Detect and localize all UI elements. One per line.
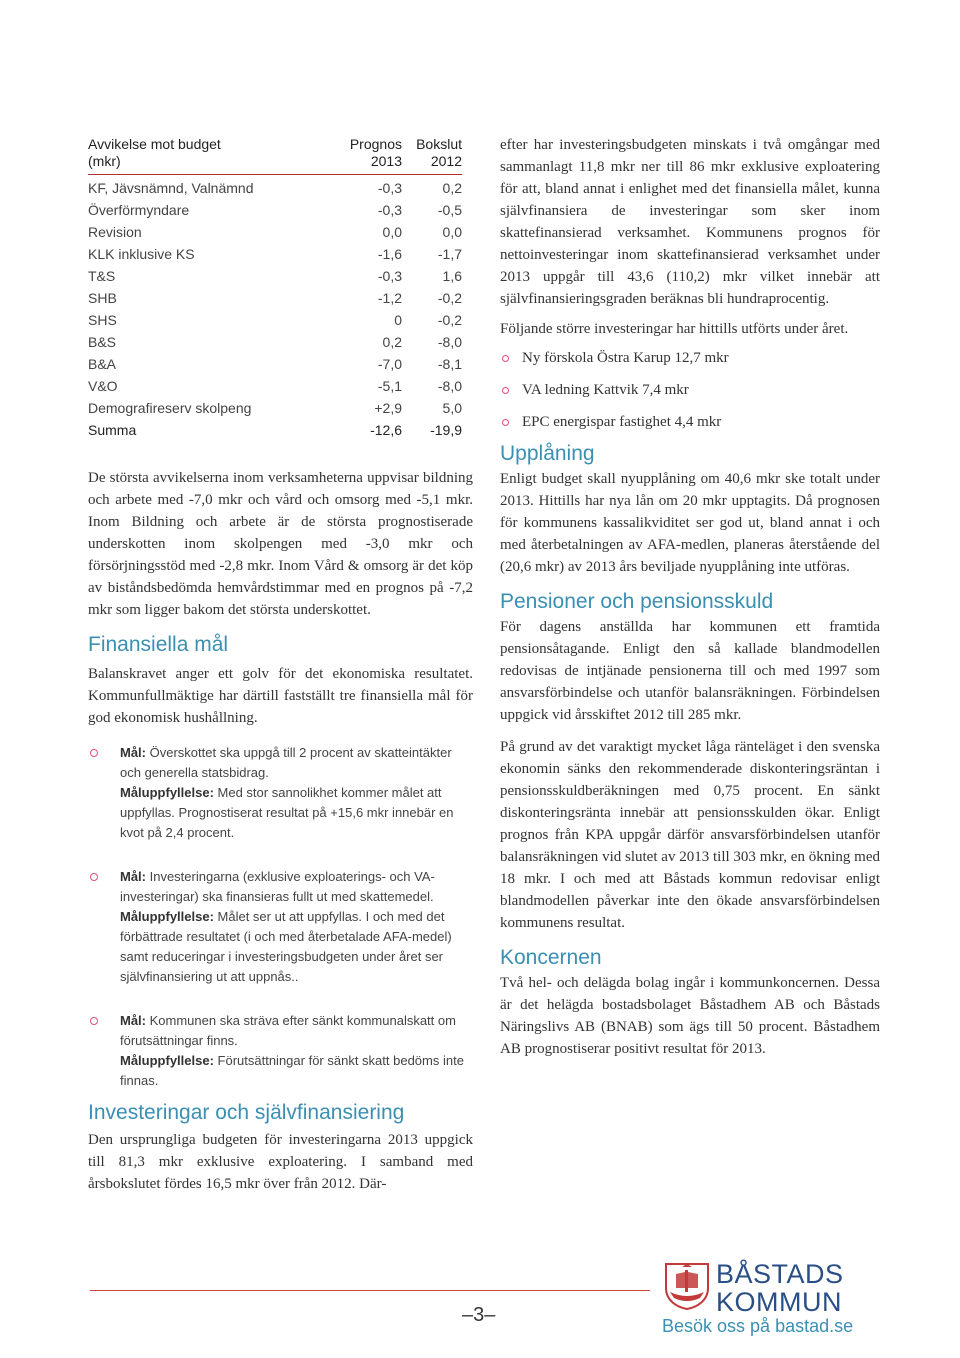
row-prognos: 0,0	[382, 224, 402, 240]
row-label: SHS	[88, 312, 117, 328]
bullet-icon	[90, 1017, 98, 1025]
row-prognos: -0,3	[377, 268, 402, 284]
goal-text	[120, 1011, 473, 1051]
fulfilment-label: Måluppfyllelse:	[120, 785, 214, 800]
goal-description: Överskottet ska uppgå till 2 procent av skatteintäkter och generella statsbidrag.	[120, 745, 452, 780]
col-header-label	[88, 136, 332, 170]
heading-pensioner: Pensioner och pensionsskuld	[500, 590, 774, 613]
heading-koncernen: Koncernen	[500, 946, 602, 969]
goal-label: Mål:	[120, 745, 146, 760]
table-row	[88, 331, 462, 353]
investment-item	[500, 342, 880, 374]
col-header-bokslut	[402, 136, 462, 170]
table-row	[88, 397, 462, 419]
investments-list	[500, 342, 880, 438]
heading-finansiella-mal: Finansiella mål	[88, 633, 229, 656]
brand-name-line1: BÅSTADS	[716, 1259, 844, 1289]
financial-goals-list	[88, 743, 473, 1091]
bullet-icon	[90, 749, 98, 757]
row-label: KF, Jävsnämnd, Valnämnd	[88, 180, 254, 196]
row-bokslut: -8,0	[437, 378, 462, 394]
row-prognos: -0,3	[377, 180, 402, 196]
goal-description: Kommunen ska sträva efter sänkt kommunalskatt om förutsättningar finns.	[120, 1013, 456, 1048]
investment-item	[500, 374, 880, 406]
row-bokslut: -0,2	[437, 290, 462, 306]
koncernen-paragraph: Två hel- och delägda bolag ingår i kommunkoncernen. Dessa är det helägda bostadsbolaget Båstadhem AB och Båstads Näringslivs AB (BNAB) som ägs till 50 procent. Båstadhem AB prognostiserar positivt resultat för 2013.	[500, 975, 880, 1057]
investeringar-paragraph: Den ursprungliga budgeten för investeringarna 2013 uppgick till 81,3 mkr exklusive exploatering. I samband med årsbokslutet fördes 16,5 mkr över från 2012. Där-	[88, 1132, 473, 1192]
fulfilment-label: Måluppfyllelse:	[120, 909, 214, 924]
goal-label: Mål:	[120, 1013, 146, 1028]
table-row	[88, 375, 462, 397]
col-header-prognos	[332, 136, 402, 170]
table-row	[88, 221, 462, 243]
footer-rule	[90, 1290, 650, 1291]
col-header-bokslut-line1: Bokslut	[416, 136, 462, 152]
row-label: B&A	[88, 356, 117, 372]
left-column	[88, 136, 473, 1195]
row-bokslut: 0,0	[442, 224, 462, 240]
upplaning-paragraph: Enligt budget skall nyupplåning om 40,6 mkr ske totalt under 2013. Hittills har nya lån om 20 mkr upptagits. Då prognosen för kommunens kassalikviditet ser god ut, bland annat i och med återbetalningen av AFA-medlen, planeras återstående del (20,6 mkr) av 2013 års beviljade nyupplåning inte utföras.	[500, 471, 880, 575]
row-label: B&S	[88, 334, 117, 350]
goal-fulfilment	[120, 907, 473, 987]
sum-bokslut: -19,9	[430, 422, 462, 438]
row-bokslut: -0,5	[437, 202, 462, 218]
bullet-icon	[502, 419, 509, 426]
page-number: –3–	[462, 1304, 496, 1326]
fulfilment-label: Måluppfyllelse:	[120, 1053, 214, 1068]
row-label: T&S	[88, 268, 116, 284]
row-label: Revision	[88, 224, 142, 240]
brand-name-line2: KOMMUN	[716, 1287, 842, 1317]
goal-text	[120, 743, 473, 783]
header-rule	[88, 174, 462, 175]
row-bokslut: -1,7	[437, 246, 462, 262]
footer-slogan: Besök oss på bastad.se	[662, 1316, 854, 1336]
row-prognos: -1,6	[377, 246, 402, 262]
row-label: V&O	[88, 378, 118, 394]
finansiella-paragraph: Balanskravet anger ett golv för det ekonomiska resultatet. Kommunfullmäktige har därtill fastställt tre finansiella mål för god ekonomisk hushållning.	[88, 666, 473, 726]
row-bokslut: -8,1	[437, 356, 462, 372]
row-prognos: -5,1	[377, 378, 402, 394]
goal-item	[88, 1011, 473, 1091]
table-row	[88, 309, 462, 331]
goal-fulfilment	[120, 1051, 473, 1091]
table-row	[88, 265, 462, 287]
table-row	[88, 243, 462, 265]
fulfilment-description: Med stor sannolikhet kommer målet att uppfyllas. Prognostiserat resultat på +15,6 mkr innebär en kvot på 2,4 procent.	[120, 785, 454, 840]
row-prognos: 0	[394, 312, 402, 328]
goal-label: Mål:	[120, 869, 146, 884]
row-prognos: -1,2	[377, 290, 402, 306]
row-label: SHB	[88, 290, 117, 306]
bullet-icon	[502, 355, 509, 362]
right-column	[500, 134, 880, 1060]
row-label: KLK inklusive KS	[88, 246, 195, 262]
investment-item	[500, 406, 880, 438]
investments-intro: Följande större investeringar har hittills utförts under året.	[500, 321, 849, 337]
table-row	[88, 353, 462, 375]
goal-description: Investeringarna (exklusive exploaterings- och VA-investeringar) ska finansieras fullt ut med skattemedel.	[120, 869, 435, 904]
col-header-label-line1: Avvikelse mot budget	[88, 136, 221, 152]
investment-text: Ny förskola Östra Karup 12,7 mkr	[522, 350, 729, 366]
row-prognos: 0,2	[382, 334, 402, 350]
goal-item	[88, 743, 473, 843]
goal-text	[120, 867, 473, 907]
sum-row	[88, 419, 462, 441]
fulfilment-description: Målet ser ut att uppfyllas. I och med det förbättrade resultatet (i och med återbetalade AFA-medel) samt reduceringar i investeringsbudgeten under året ser självfinansiering ut att uppnås..	[120, 909, 452, 984]
col-header-prognos-line1: Prognos	[349, 136, 402, 152]
goal-item	[88, 867, 473, 987]
sum-label: Summa	[88, 422, 137, 438]
fulfilment-description: Förutsättningar för sänkt skatt bedöms inte finnas.	[120, 1053, 464, 1088]
row-label: Överförmyndare	[88, 202, 190, 218]
investment-text: VA ledning Kattvik 7,4 mkr	[522, 382, 689, 398]
col-header-bokslut-line2: 2012	[430, 153, 462, 169]
row-bokslut: -0,2	[437, 312, 462, 328]
heading-investeringar: Investeringar och självfinansiering	[88, 1101, 405, 1124]
table-row	[88, 177, 462, 199]
bastad-coat-of-arms-icon	[664, 1262, 710, 1310]
bullet-icon	[502, 387, 509, 394]
goal-fulfilment	[120, 783, 473, 843]
row-bokslut: 0,2	[442, 180, 462, 196]
row-prognos: -7,0	[377, 356, 402, 372]
row-prognos: -0,3	[377, 202, 402, 218]
row-bokslut: -8,0	[437, 334, 462, 350]
budget-deviation-table	[88, 136, 462, 441]
bullet-icon	[90, 873, 98, 881]
table-row	[88, 287, 462, 309]
pensioner-paragraph-2: På grund av det varaktigt mycket låga ränteläget i den svenska ekonomin sänks den rekommenderade diskonteringsräntan i pensionsskuldberäkningen med 0,75 procent. En sänkt diskonteringsränta innebär att pensionsskulden ökar. Enligt prognos från KPA uppgår därför ansvarsförbindelsen utanför balansräkningen vid slutet av 2013 till 303 mkr, en ökning med 18 mkr. I och med att Båstads kommun redovisar enligt blandmodellen påverkar inte den ökade ansvarsförbindelsen kommunens resultat.	[500, 739, 880, 931]
row-label: Demografireserv skolpeng	[88, 400, 252, 416]
row-prognos: +2,9	[374, 400, 402, 416]
row-bokslut: 1,6	[442, 268, 462, 284]
investment-text: EPC energispar fastighet 4,4 mkr	[522, 414, 722, 430]
row-bokslut: 5,0	[442, 400, 462, 416]
col-header-label-line2: (mkr)	[88, 153, 121, 169]
heading-upplaning: Upplåning	[500, 442, 595, 465]
investment-budget-paragraph: efter har investeringsbudgeten minskats i två omgångar med sammanlagt 11,8 mkr ner till 86 mkr exklusive exploatering för att, bland annat i enlighet med det finansiella målet, kunna självfinansiera de investeringar som sker inom skattefinansierad verksamhet. Kommunens prognos för nettoinvesteringar inom skattefinansierad verksamhet under 2013 uppgår till 43,6 (110,2) mkr vilket innebär att självfinansieringsgraden beräknas bli hundraprocentig.	[500, 137, 880, 307]
sum-prognos: -12,6	[370, 422, 402, 438]
pensioner-paragraph-1: För dagens anställda har kommunen ett framtida pensionsåtagande. Enligt den så kallade blandmodellen redovisas de intjänade pensionerna till och med 1997 som ansvarsförbindelse och utanför balansräkningen. Förbindelsen uppgick vid årsskiftet 2012 till 285 mkr.	[500, 619, 880, 723]
col-header-prognos-line2: 2013	[370, 153, 402, 169]
table-row	[88, 199, 462, 221]
deviation-paragraph: De största avvikelserna inom verksamheterna uppvisar bildning och arbete med -7,0 mkr och vård och omsorg med -5,1 mkr. Inom Bildning och arbete är de största prognostiserade underskotten inom skolpengen med -3,0 mkr och försörjningsstöd med -2,8 mkr. Inom Vård & omsorg är det köp av biståndsbedömda hemvårdstimmar med en prognos på -7,2 mkr som ligger bakom det största underskottet.	[88, 470, 473, 618]
